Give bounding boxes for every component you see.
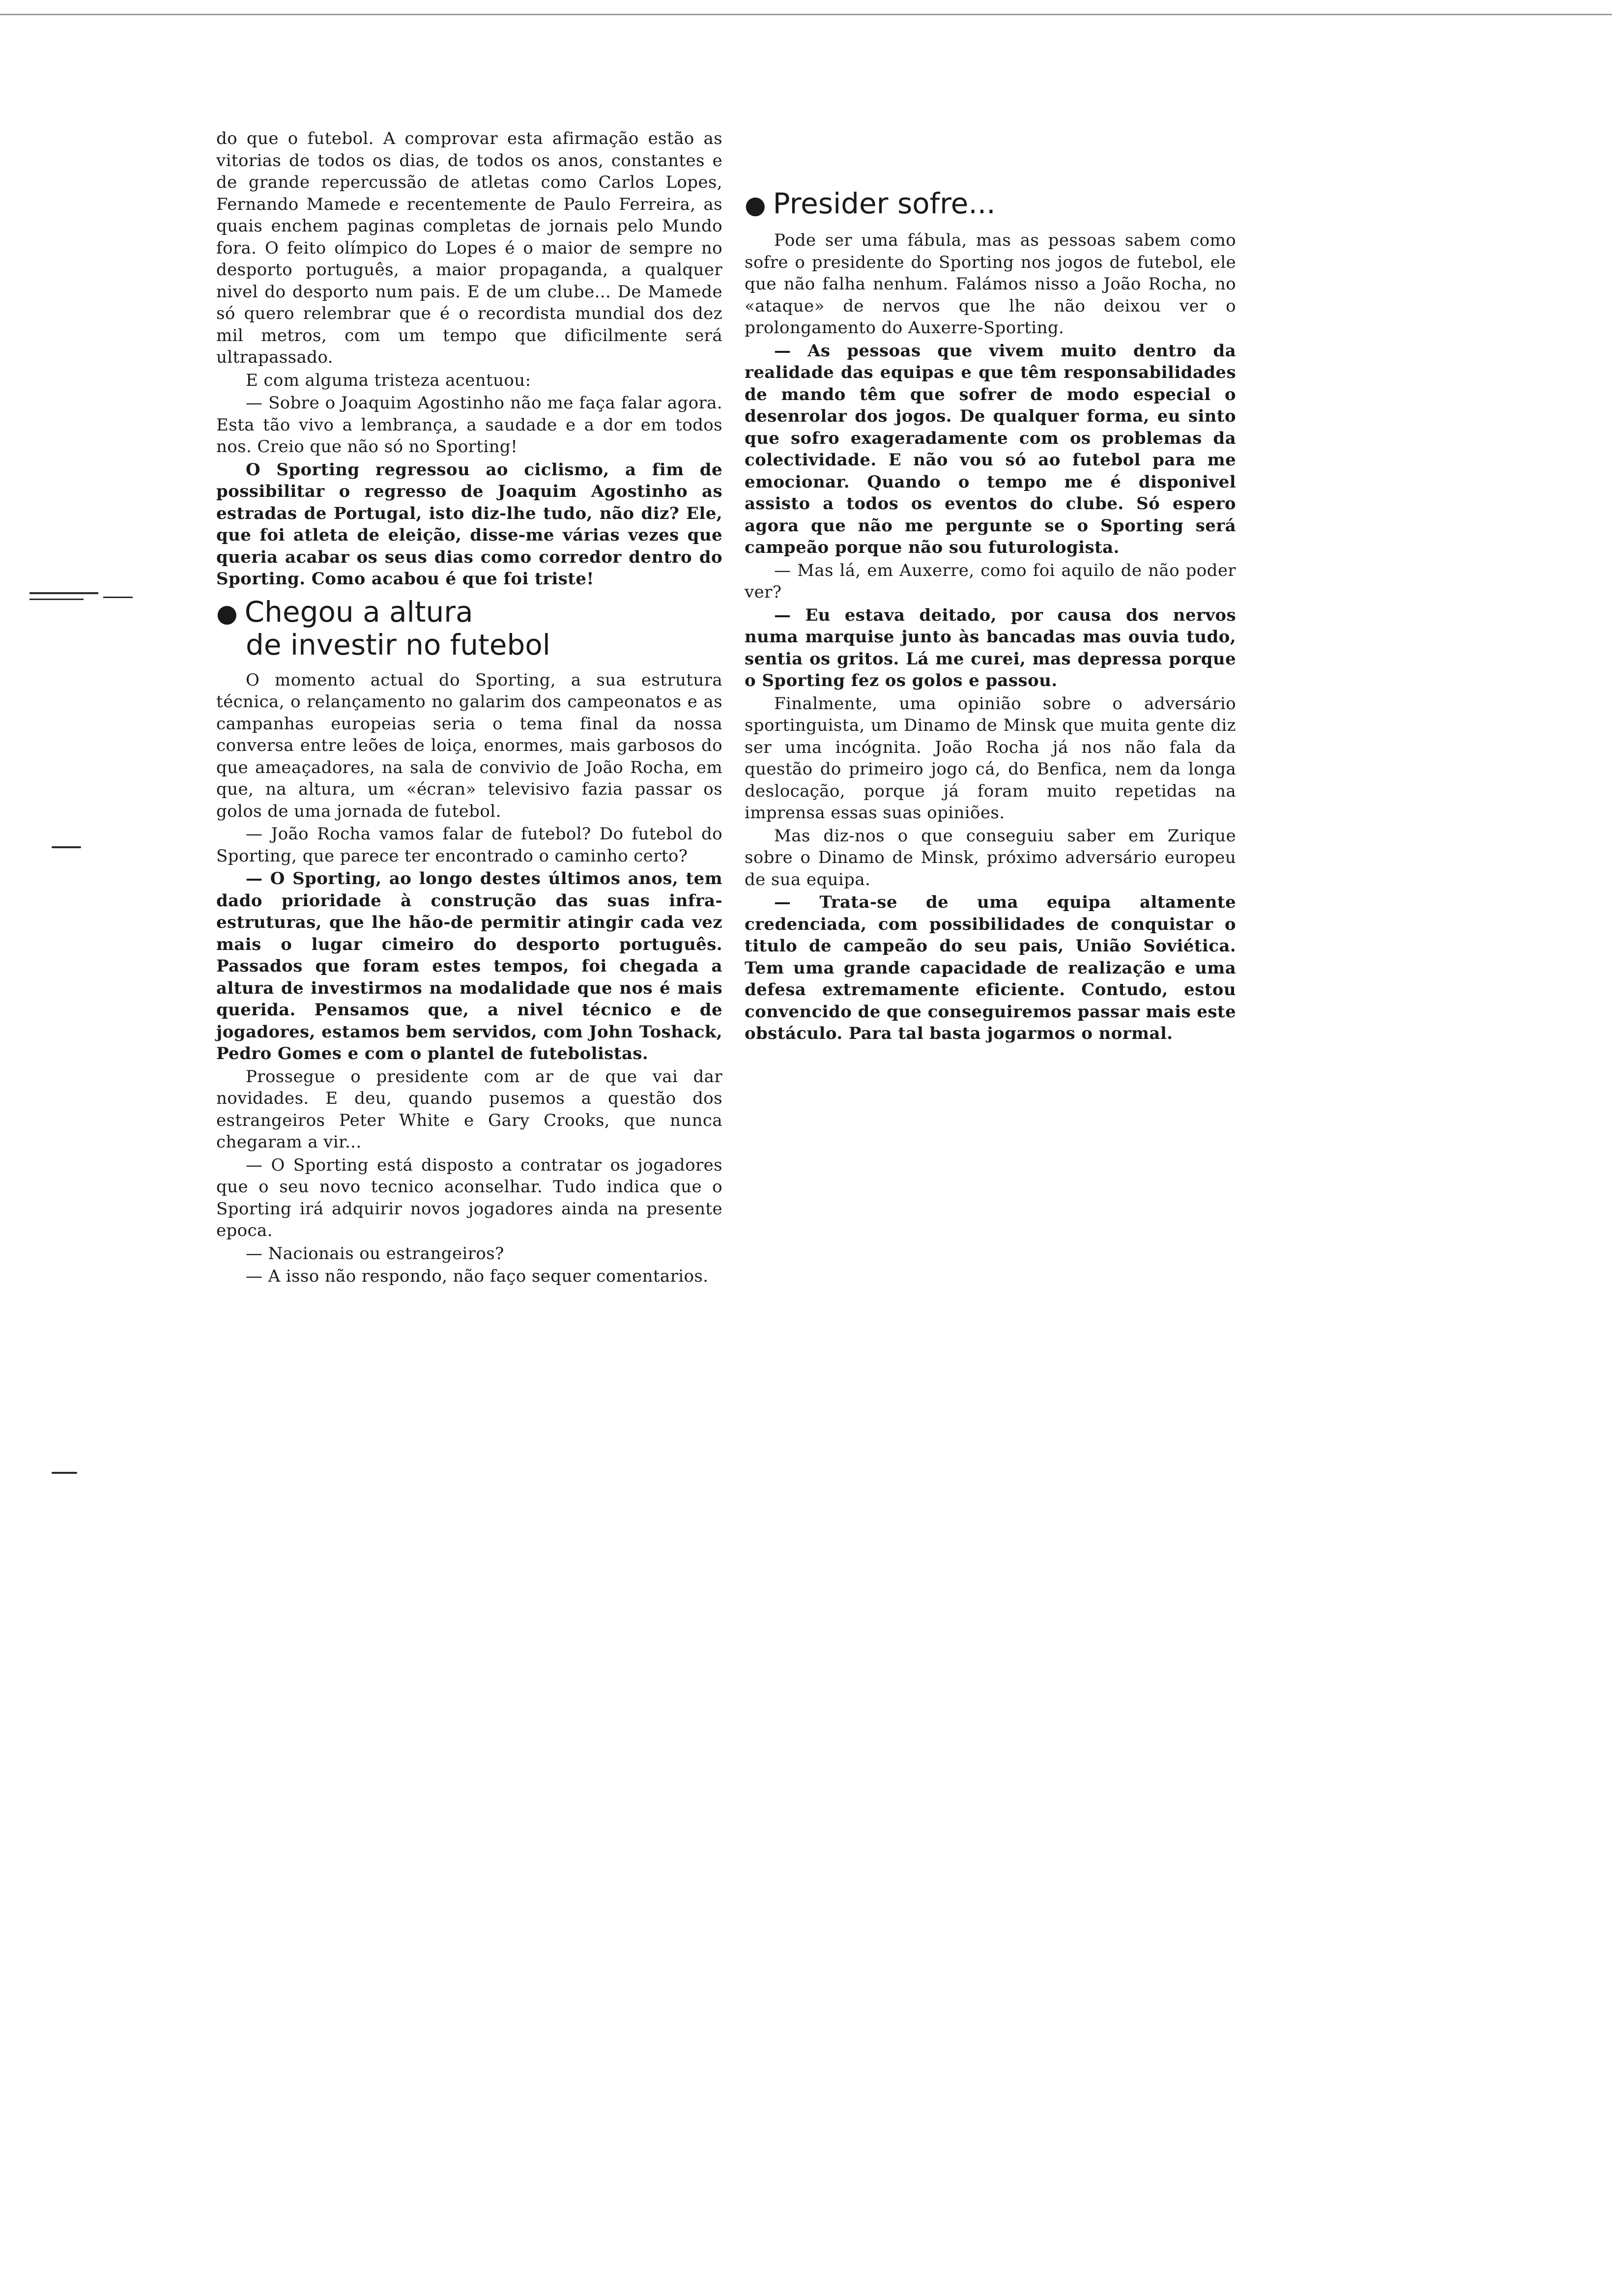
- article-paragraph: Pode ser uma fábula, mas as pessoas sabem como sofre o presidente do Sporting nos jogos de futebol, ele que não falha nenhum. Falámos nisso a João Rocha, no «ataque» de nervos que lhe não deixou ver o prolongamento do Auxerre-Sporting.: [745, 230, 1236, 338]
- article-paragraph: — Nacionais ou estrangeiros?: [246, 1243, 504, 1263]
- scan-mark-curve: [52, 1472, 77, 1474]
- article-paragraph: E com alguma tristeza acentuou:: [246, 370, 531, 390]
- right-column: [745, 182, 1236, 1046]
- article-paragraph: — O Sporting está disposto a contratar os jogadores que o seu novo tecnico aconselhar. Tudo indica que o Sporting irá adquirir novos jogadores ainda na presente epoca.: [216, 1155, 722, 1240]
- bullet-icon: ●: [745, 191, 766, 219]
- scan-mark-dot: [103, 597, 133, 598]
- article-paragraph: O Sporting regressou ao ciclismo, a fim de possibilitar o regresso de Joaquim Agostinho as estradas de Portugal, isto diz-lhe tudo, não diz? Ele, que foi atleta de eleição, disse-me várias vezes que queria acabar os seus dias como corredor dentro do Sporting. Como acabou é que foi triste!: [216, 459, 722, 589]
- scan-mark-curve: [52, 846, 81, 848]
- section-heading-right: [745, 188, 1236, 221]
- left-column-top-text: [216, 128, 722, 590]
- scan-mark-dash: [29, 592, 98, 594]
- heading-line-1: Chegou a altura: [244, 595, 473, 629]
- left-column: [216, 128, 722, 1289]
- article-paragraph: — Sobre o Joaquim Agostinho não me faça falar agora. Esta tão vivo a lembrança, a saudade e a dor em todos nos. Creio que não só no Sporting!: [216, 393, 722, 457]
- article-paragraph: Prossegue o presidente com ar de que vai dar novidades. E deu, quando pusemos a questão dos estrangeiros Peter White e Gary Crooks, que nunca chegaram a vir...: [216, 1066, 722, 1152]
- section-heading-left: [216, 596, 722, 660]
- article-paragraph: do que o futebol. A comprovar esta afirmação estão as vitorias de todos os dias, de todos os anos, constantes e de grande repercussão de atletas como Carlos Lopes, Fernando Mamede e recentemente de Paulo Ferreira, as quais enchem paginas completas de jornais pelo Mundo fora. O feito olímpico do Lopes é o maior de sempre no desporto português, a maior propaganda, a qualquer nivel do desporto num pais. E de um clube... De Mamede só quero relembrar que é o recordista mundial dos dez mil metros, com um tempo que dificilmente será ultrapassado.: [216, 129, 722, 367]
- article-paragraph: Finalmente, uma opinião sobre o adversário sportinguista, um Dinamo de Minsk que muita gente diz ser uma incógnita. João Rocha já nos não fala da questão do primeiro jogo cá, do Benfica, nem da longa deslocação, porque já foram muito repetidas na imprensa essas suas opiniões.: [745, 693, 1236, 823]
- article-paragraph: — A isso não respondo, não faço sequer comentarios.: [246, 1266, 709, 1286]
- left-column-bottom-text: [216, 669, 722, 1288]
- article-paragraph: Mas diz-nos o que conseguiu saber em Zurique sobre o Dinamo de Minsk, próximo adversário europeu de sua equipa.: [745, 826, 1236, 890]
- article-paragraph: O momento actual do Sporting, a sua estrutura técnica, o relançamento no galarim dos campeonatos e as campanhas europeias seria o tema final da nossa conversa entre leões de loiça, enormes, mais garbosos do que ameaçadores, na sala de convivio de João Rocha, em que, na altura, um «écran» televisivo fazia passar os golos de uma jornada de futebol.: [216, 670, 722, 821]
- scan-mark-dash: [29, 599, 84, 600]
- scan-top-edge: [0, 14, 1612, 15]
- article-paragraph: — As pessoas que vivem muito dentro da realidade das equipas e que têm responsabilidades de mando têm que sofrer de modo especial o desenrolar dos jogos. De qualquer forma, eu sinto que sofro exageradamente com os problemas da colectividade. E não vou só ao futebol para me emocionar. Quando o tempo me é disponivel assisto a todos os eventos do clube. Só espero agora que não me pergunte se o Sporting será campeão porque não sou futurologista.: [745, 341, 1236, 557]
- article-paragraph: — Eu estava deitado, por causa dos nervos numa marquise junto às bancadas mas ouvia tudo, sentia os gritos. Lá me curei, mas depressa porque o Sporting fez os golos e passou.: [745, 605, 1236, 690]
- article-paragraph: — João Rocha vamos falar de futebol? Do futebol do Sporting, que parece ter encontrado o caminho certo?: [216, 824, 722, 866]
- bullet-icon: ●: [216, 599, 238, 628]
- article-paragraph: — Mas lá, em Auxerre, como foi aquilo de não poder ver?: [745, 560, 1236, 602]
- heading-text: Presider sofre...: [773, 187, 996, 220]
- article-paragraph: — O Sporting, ao longo destes últimos anos, tem dado prioridade à construção das suas infra-estruturas, que lhe hão-de permitir atingir cada vez mais o lugar cimeiro do desporto português. Passados que foram estes tempos, foi chegada a altura de investirmos na modalidade que nos é mais querida. Pensamos que, a nivel técnico e de jogadores, estamos bem servidos, com John Toshack, Pedro Gomes e com o plantel de futebolistas.: [216, 869, 722, 1063]
- article-paragraph: — Trata-se de uma equipa altamente credenciada, com possibilidades de conquistar o titulo de campeão do seu pais, União Soviética. Tem uma grande capacidade de realização e uma defesa extremamente eficiente. Contudo, estou convencido de que conseguiremos passar mais este obstáculo. Para tal basta jogarmos o normal.: [745, 892, 1236, 1043]
- heading-line-2: de investir no futebol: [246, 628, 550, 661]
